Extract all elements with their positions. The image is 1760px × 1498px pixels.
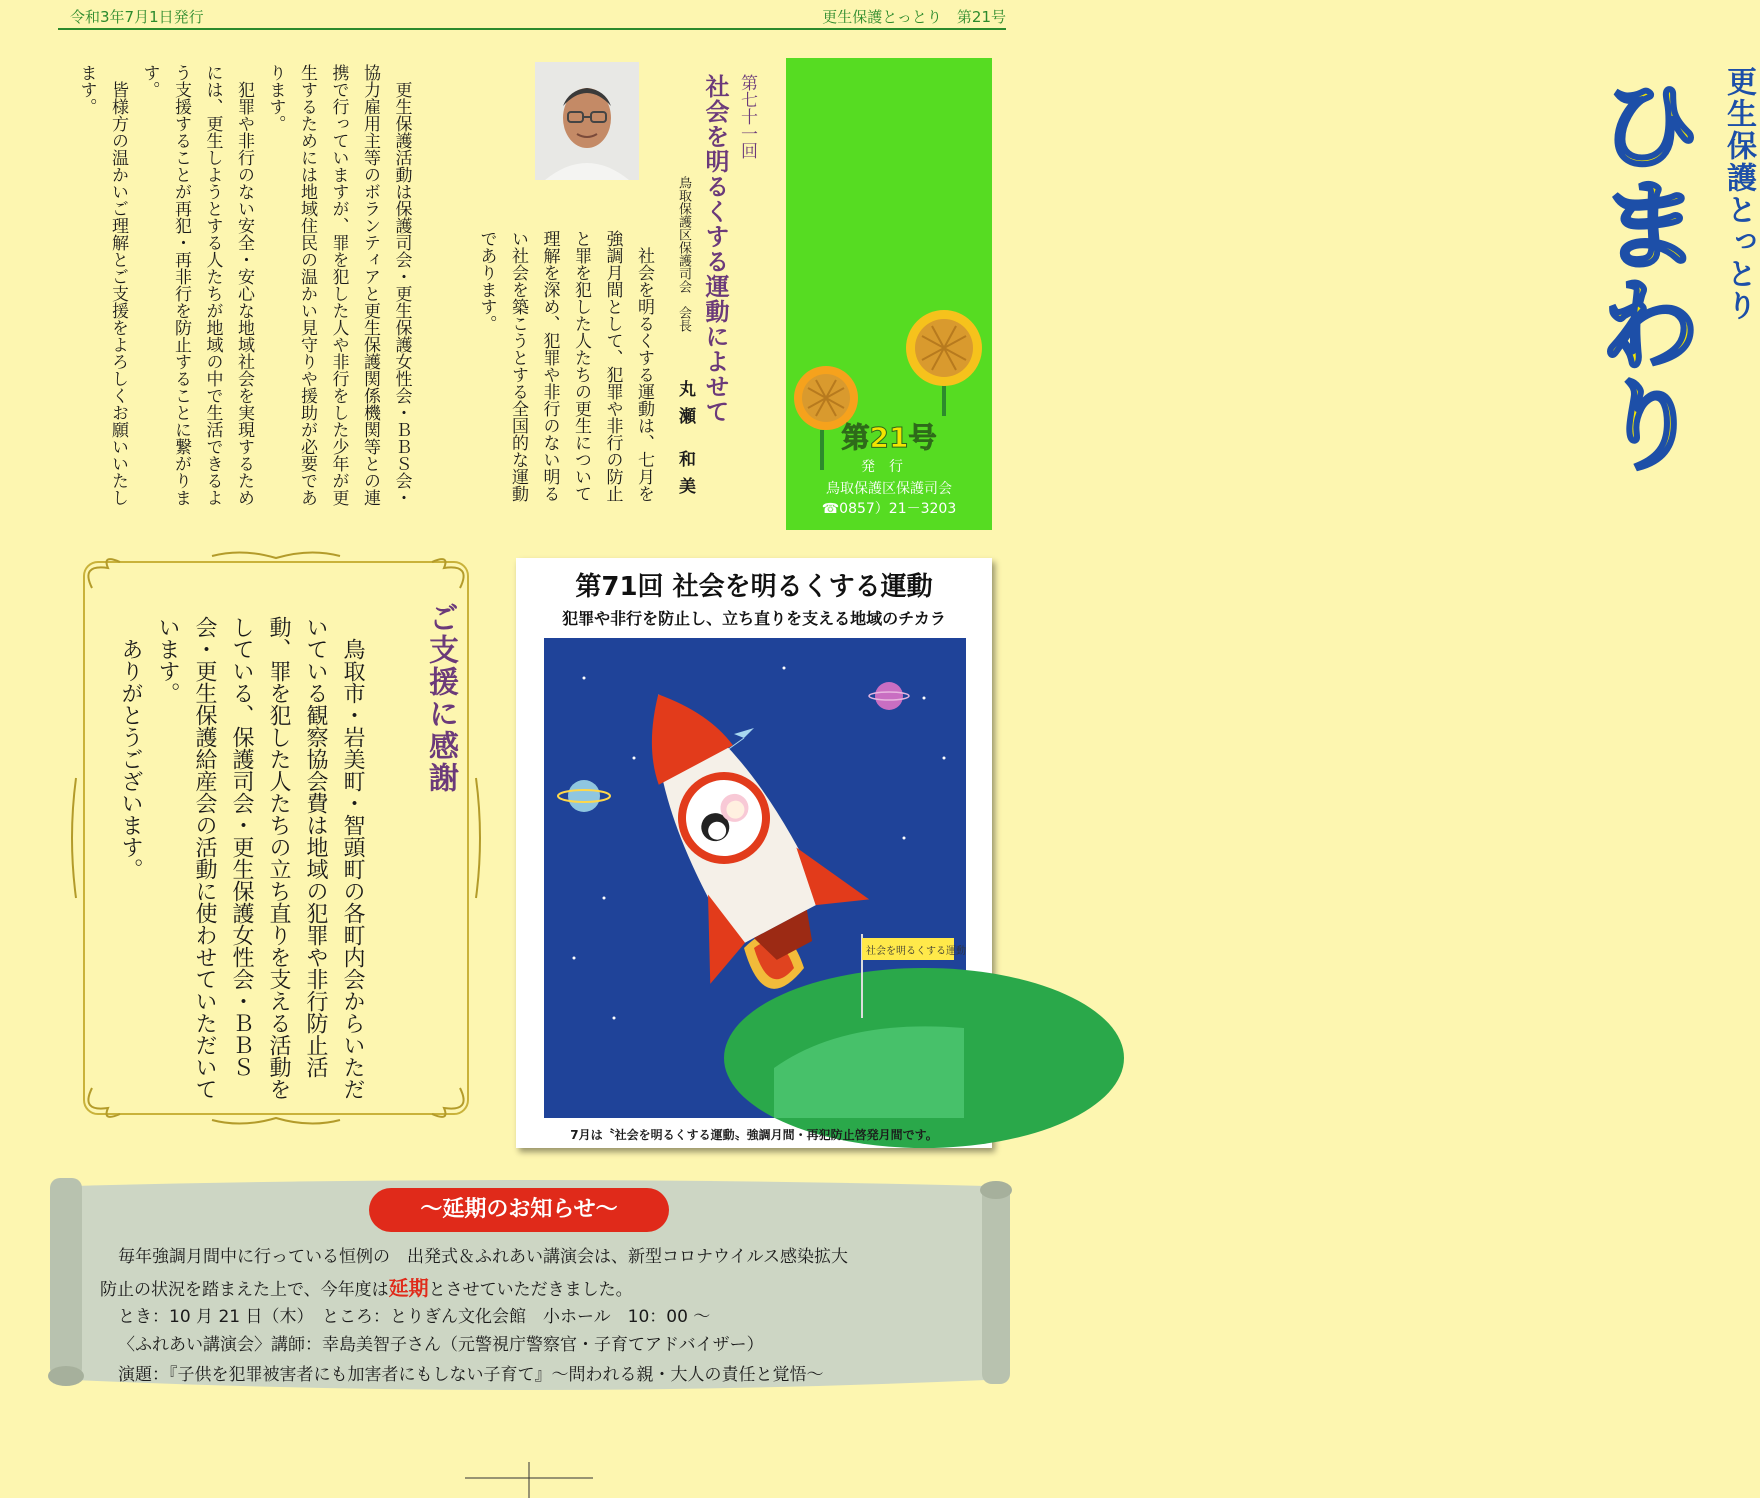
poster-illustration — [544, 638, 966, 1118]
author-affiliation: 鳥取保護区保護司会 会長 — [676, 176, 691, 332]
postponed-highlight: 延期 — [388, 1276, 429, 1300]
notice-title: ～延期のお知らせ～ — [369, 1188, 669, 1232]
masthead-hakko: 発行 — [861, 459, 917, 475]
thanks-body: 鳥取市・岩美町・智頭町の各町内会からいただいている観察協会費は地域の犯罪や非行防止活動、罪を犯した人たちの立ち直りを支える活動をしている、保護司会・更生保護女性会・ＢＢＳ会・更生保護給産会の活動に使わせていただいています。 ありがとうございます。 — [118, 616, 365, 1100]
notice-line-4: 〈ふれあい講演会〉講師：幸島美智子さん（元警視庁警察官・子育てアドバイザー） — [118, 1335, 764, 1355]
article-body-upper: 社会を明るくする運動は、七月を強調月間として、犯罪や非行の防止と罪を犯した人たちの更生について理解を深め、犯罪や非行のない明るい社会を築こうとする全国的な運動であります。 — [476, 230, 654, 502]
notice-line-3: とき：10 月 21 日（木） ところ：とりぎん文化会館 小ホール 10：00 ～ — [118, 1307, 711, 1327]
flag-text: 社会を明るくする運動 — [866, 946, 966, 957]
issue-number: 更生保護とっとり 第21号 — [822, 8, 1006, 26]
series-name: 更生保護とっとり — [1721, 66, 1756, 322]
campaign-poster — [516, 558, 992, 1148]
masthead-tel: ☎0857）21－3203 — [821, 501, 957, 517]
rocket-illustration — [544, 638, 966, 1118]
masthead-publisher: 鳥取保護区保護司会 — [826, 481, 952, 497]
poster-caption: 7月は〝社会を明るくする運動〟強調月間・再犯防止啓発月間です。 — [570, 1128, 938, 1142]
article-heading: 社会を明るくする運動によせて — [701, 74, 730, 424]
notice-line-2-pre: 防止の状況を踏まえた上で、今年度は — [100, 1280, 389, 1300]
poster-title: 第71回 社会を明るくする運動 — [575, 572, 933, 602]
masthead — [786, 58, 1756, 530]
author-name: 丸瀬 和美 — [675, 380, 695, 504]
article-number: 第七十一回 — [737, 74, 757, 159]
masthead-title-line2: わり — [1601, 269, 1696, 484]
notice-line-2-post: とさせていただきました。 — [428, 1280, 633, 1300]
masthead-title-line1: ひま — [1601, 70, 1696, 284]
portrait-image — [535, 62, 639, 180]
masthead-issue: 第21号 — [841, 421, 937, 454]
author-photo — [535, 62, 639, 180]
header-rule — [58, 28, 1006, 30]
notice-line-2 — [100, 1272, 633, 1301]
notice-line-1: 毎年強調月間中に行っている恒例の 出発式＆ふれあい講演会は、新型コロナウイルス感染拡大 — [118, 1247, 848, 1267]
notice-line-5: 演題：『子供を犯罪被害者にも加害者にもしない子育て』～問われる親・大人の責任と覚悟～ — [118, 1365, 824, 1385]
crop-mark — [465, 1462, 593, 1498]
issue-date: 令和3年7月1日発行 — [70, 8, 204, 26]
article-body-lower: 更生保護活動は保護司会・更生保護女性会・ＢＢＳ会・協力雇用主等のボランティアと更生保護関係機関等との連携で行っていますが、罪を犯した人や非行をした少年が更生するためには地域住民の温かい見守りや援助が必要であります。 犯罪や非行のない安全・安心な地域社会を実現するためには、更生しようとする人たちが地域の中で生活できるよう支援することが再犯・再非行を防止することに繋がります。 皆様方の温かいご理解とご支援をよろしくお願いいたします。 — [76, 64, 412, 506]
thanks-title: ご支援に感謝 — [423, 602, 458, 794]
masthead-title — [1601, 70, 1696, 484]
poster-subtitle: 犯罪や非行を防止し、立ち直りを支える地域のチカラ — [562, 609, 946, 628]
